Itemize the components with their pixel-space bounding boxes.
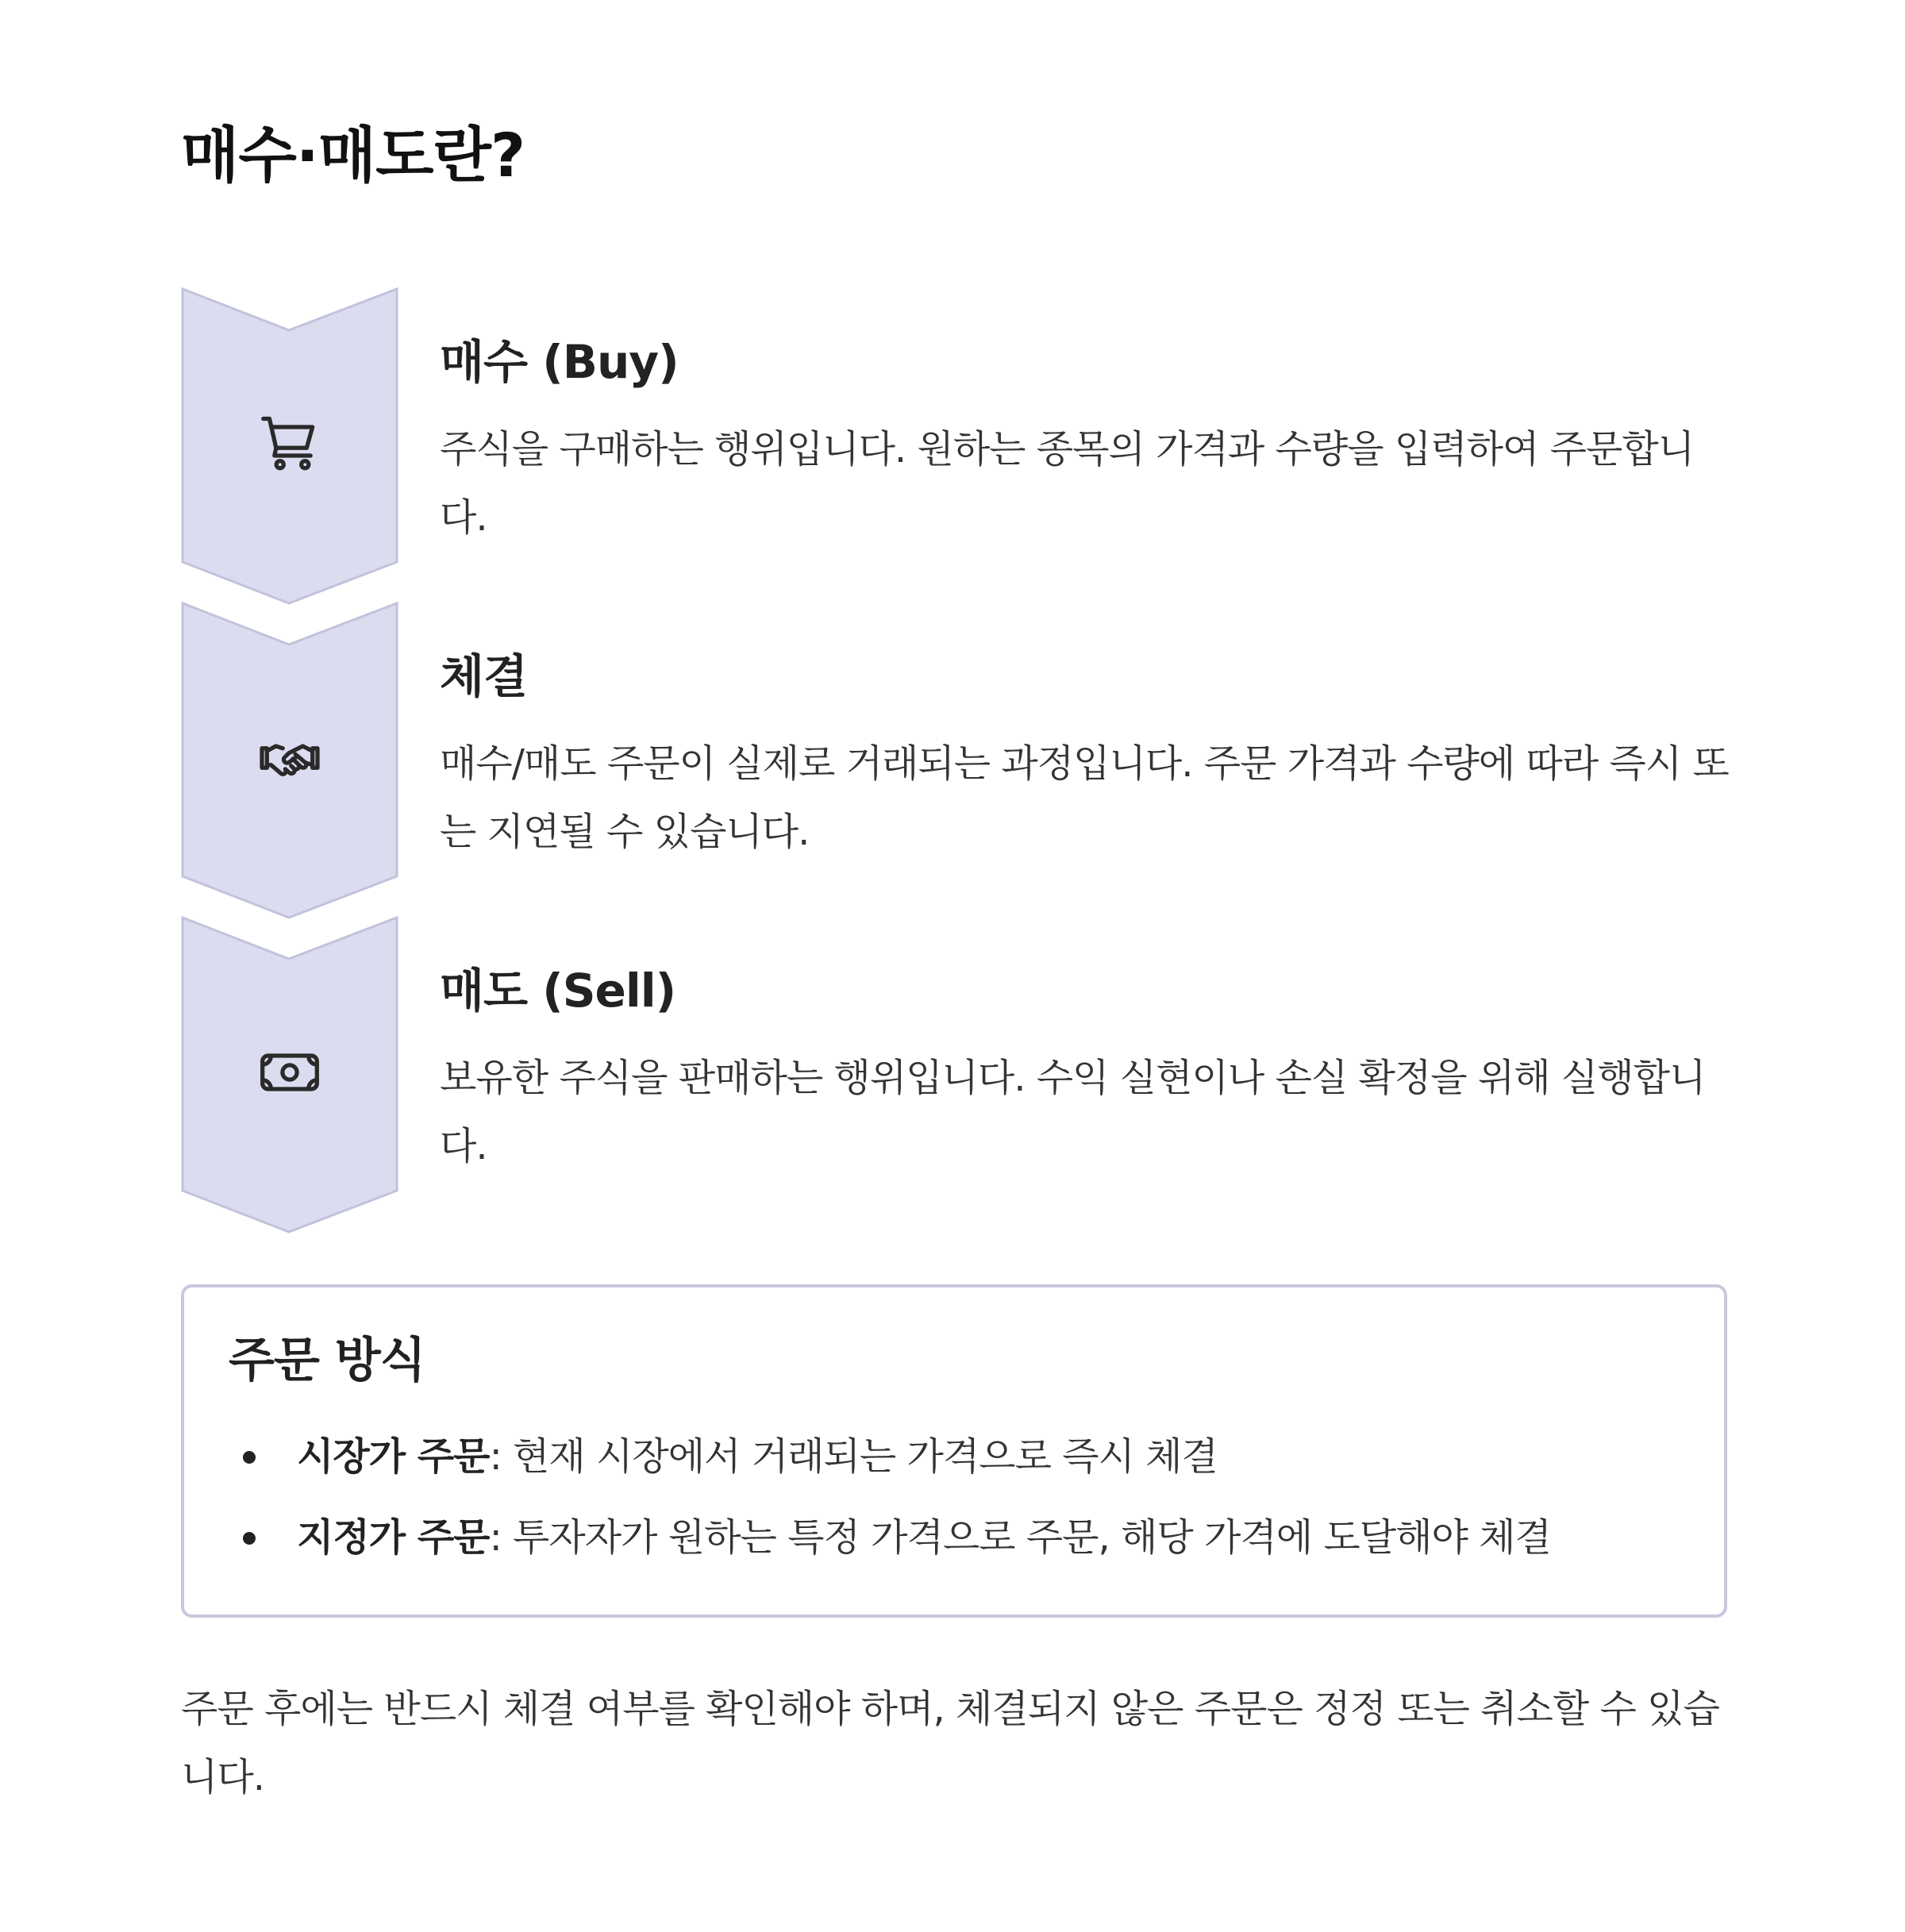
list-item: [229, 1497, 1680, 1578]
step-title: 체결: [440, 649, 528, 703]
step-chevron: [181, 602, 398, 919]
step-description: 보유한 주식을 판매하는 행위입니다. 수익 실현이나 손실 확정을 위해 실행합니다.: [440, 1055, 1706, 1168]
footer-note: 주문 후에는 반드시 체결 여부를 확인해야 하며, 체결되지 않은 주문은 정정 또는 취소할 수 있습니다.: [181, 1687, 1719, 1799]
step-description: 주식을 구매하는 행위입니다. 원하는 종목의 가격과 수량을 입력하여 주문합니다.: [440, 426, 1695, 540]
shopping-cart-icon: [256, 410, 323, 477]
step-description: 매수/매도 주문이 실제로 거래되는 과정입니다. 주문 가격과 수량에 따라 즉시 또는 지연될 수 있습니다.: [440, 741, 1729, 854]
step-buy: [181, 287, 1730, 605]
step-text: [440, 962, 1730, 1180]
order-description: : 현재 시장에서 거래되는 가격으로 즉시 체결: [489, 1434, 1218, 1479]
bullet-icon: [243, 1532, 256, 1545]
order-methods-box: [181, 1284, 1727, 1618]
step-execution: [181, 602, 1730, 919]
page-title: 매수·매도란?: [181, 120, 525, 191]
money-bill-icon: [256, 1039, 323, 1106]
order-methods-list: [229, 1416, 1680, 1578]
step-text: [440, 333, 1730, 552]
order-term: 시장가 주문: [297, 1434, 490, 1479]
order-term: 지정가 주문: [297, 1515, 490, 1560]
step-title: 매수 (Buy): [440, 335, 679, 389]
step-sell: [181, 916, 1730, 1233]
step-title: 매도 (Sell): [440, 964, 676, 1018]
step-chevron: [181, 916, 398, 1233]
list-item: [229, 1416, 1680, 1497]
handshake-icon: [256, 725, 323, 791]
order-description: : 투자자가 원하는 특정 가격으로 주문, 해당 가격에 도달해야 체결: [489, 1515, 1551, 1560]
step-text: [440, 648, 1730, 866]
bullet-icon: [243, 1451, 256, 1464]
step-chevron: [181, 287, 398, 605]
order-methods-title: 주문 방식: [229, 1333, 425, 1388]
